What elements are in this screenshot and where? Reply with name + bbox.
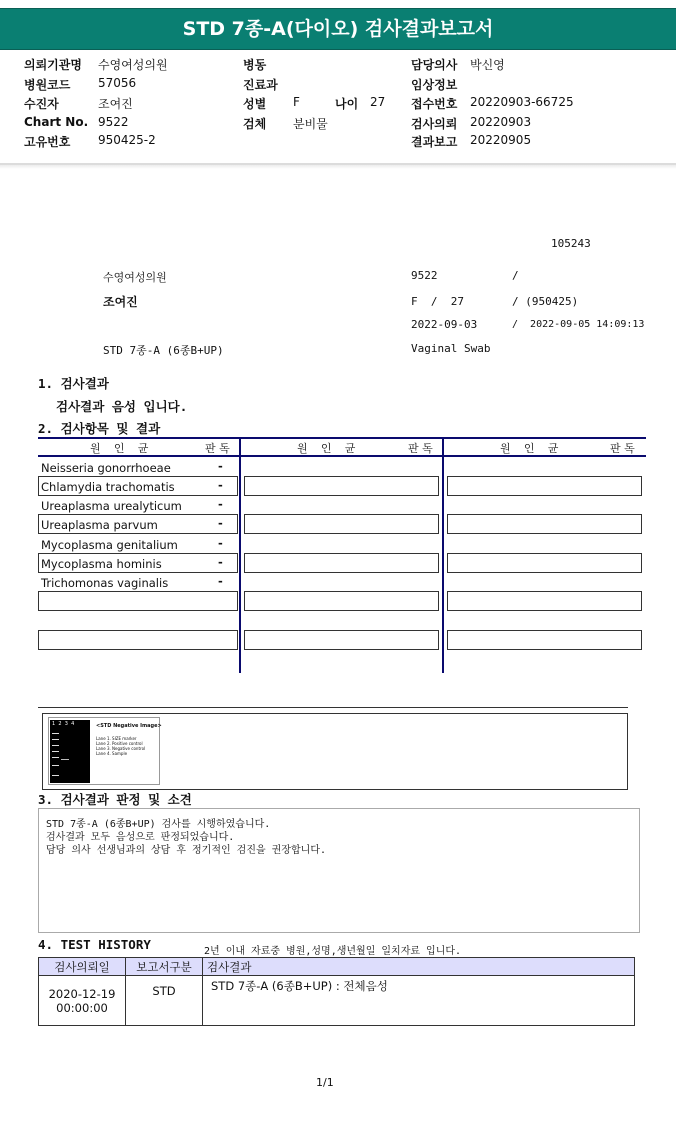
gel-image [50, 720, 90, 783]
history-time: 00:00:00 [56, 1000, 108, 1015]
organism-result: - [218, 459, 223, 473]
header-shadow [0, 165, 676, 169]
organism-result: - [218, 516, 223, 530]
report-title: STD 7종-A(다이오) 검사결과보고서 [182, 18, 494, 40]
organism-name: Chlamydia trachomatis [41, 480, 175, 494]
section3-title: 3. 검사결과 판정 및 소견 [38, 792, 192, 807]
label-clinical-info: 임상정보 [411, 78, 458, 92]
col-result-2: 판 독 [408, 442, 433, 455]
value-sex: F [293, 95, 300, 109]
organism-result: - [218, 497, 223, 511]
label-receipt-no: 접수번호 [411, 97, 458, 111]
empty-row-box [244, 591, 439, 611]
organism-name: Neisseria gonorrhoeae [41, 461, 171, 475]
gel-band [52, 751, 59, 752]
label-requesting-org: 의뢰기관명 [24, 58, 82, 72]
label-specimen: 검체 [243, 117, 267, 131]
value-requesting-org: 수영여성의원 [98, 58, 168, 72]
results-table-divider-1 [239, 437, 241, 673]
report-title-bar [0, 8, 676, 50]
gel-band [52, 765, 59, 766]
history-col-result: 검사결과 [203, 958, 635, 976]
col-organism-3: 원 인 균 [500, 442, 559, 455]
empty-row-box [447, 591, 642, 611]
opinion-line: 담당 의사 선생님과의 상담 후 정기적인 검진을 권장합니다. [46, 845, 327, 856]
value-report-date: 20220905 [470, 133, 532, 147]
label-doctor: 담당의사 [411, 58, 458, 72]
organism-result: - [218, 536, 223, 550]
history-note: 2년 이내 자료중 병원,성명,생년월일 일치자료 입니다. [204, 946, 462, 957]
section1-summary: 검사결과 음성 입니다. [56, 399, 188, 414]
info-slash: / [512, 269, 519, 282]
empty-row-box [244, 514, 439, 534]
empty-row-box [38, 591, 238, 611]
label-chart-no: Chart No. [24, 115, 89, 129]
gel-image-title: <STD Negative Image> [96, 723, 162, 729]
history-type: STD [126, 976, 203, 1026]
info-specimen: Vaginal Swab [411, 342, 491, 355]
gel-legend-lane2: Lane 2. Positive control [96, 741, 143, 746]
organism-name: Mycoplasma genitalium [41, 538, 178, 552]
info-test-name: STD 7종-A (6종B+UP) [103, 344, 224, 357]
empty-row-box [447, 630, 642, 650]
label-unique-no: 고유번호 [24, 135, 71, 149]
empty-row-box [447, 476, 642, 496]
label-request-date: 검사의뢰 [411, 117, 458, 131]
gel-band [52, 775, 59, 776]
label-hospital-code: 병원코드 [24, 78, 71, 92]
label-patient: 수진자 [24, 97, 59, 111]
value-age: 27 [370, 95, 386, 109]
gel-band [52, 757, 59, 758]
gel-legend-lane3: Lane 3. Negative control [96, 746, 146, 751]
col-organism-2: 원 인 균 [297, 442, 356, 455]
info-hospital: 수영여성의원 [103, 271, 167, 284]
label-ward: 병동 [243, 58, 267, 72]
history-col-report-type: 보고서구분 [126, 958, 203, 976]
info-sex-age: F / 27 [411, 295, 464, 308]
table-row [39, 976, 635, 1026]
value-patient: 조여진 [98, 97, 133, 111]
gel-band [52, 745, 59, 746]
gel-band [61, 759, 69, 760]
empty-row-box [38, 630, 238, 650]
col-result-1: 판 독 [205, 442, 230, 455]
opinion-line: STD 7종-A (6종B+UP) 검사를 시행하였습니다. [46, 819, 271, 830]
label-department: 진료과 [243, 78, 278, 92]
page-number: 1/1 [316, 1076, 334, 1089]
history-date-cell [39, 976, 126, 1026]
opinion-line: 검사결과 모두 음성으로 판정되었습니다. [46, 832, 235, 843]
organism-result: - [218, 555, 223, 569]
report-code: 105243 [551, 237, 591, 250]
history-col-request-date: 검사의뢰일 [39, 958, 126, 976]
empty-row-box [447, 553, 642, 573]
empty-row-box [244, 476, 439, 496]
history-table [38, 957, 635, 1026]
organism-name: Ureaplasma parvum [41, 518, 158, 532]
value-specimen: 분비물 [293, 117, 328, 131]
gel-legend-lane4: Lane 4. Sample [96, 751, 128, 756]
gel-legend-lane1: Lane 1. SIZE marker [96, 736, 137, 741]
col-result-3: 판 독 [610, 442, 635, 455]
organism-name: Trichomonas vaginalis [41, 576, 169, 590]
value-request-date: 20220903 [470, 115, 532, 129]
label-age: 나이 [335, 97, 359, 111]
gel-section-rule [38, 707, 628, 708]
value-chart-no: 9522 [98, 115, 129, 129]
history-result: STD 7종-A (6종B+UP) : 전체음성 [203, 976, 635, 1026]
info-date-report: / 2022-09-05 14:09:13 [512, 319, 645, 330]
info-id: / (950425) [512, 295, 579, 308]
value-doctor: 박신영 [470, 58, 505, 72]
gel-band [52, 733, 59, 734]
organism-name: Mycoplasma hominis [41, 557, 162, 571]
history-date: 2020-12-19 [48, 986, 116, 1001]
section2-title: 2. 검사항목 및 결과 [38, 421, 161, 436]
label-sex: 성별 [243, 97, 267, 111]
results-table-divider-2 [442, 437, 444, 673]
value-unique-no: 950425-2 [98, 133, 156, 147]
col-organism-1: 원 인 균 [90, 442, 149, 455]
label-report-date: 결과보고 [411, 135, 458, 149]
value-hospital-code: 57056 [98, 76, 137, 90]
section4-title: 4. TEST HISTORY [38, 937, 151, 952]
info-chart: 9522 [411, 269, 438, 282]
gel-lane-numbers: 1 2 3 4 [52, 721, 75, 727]
info-date-request: 2022-09-03 [411, 318, 478, 331]
gel-band [52, 739, 59, 740]
organism-result: - [218, 574, 223, 588]
info-patient: 조여진 [103, 295, 138, 309]
empty-row-box [244, 630, 439, 650]
history-header-row [39, 958, 635, 976]
value-receipt-no: 20220903-66725 [470, 95, 574, 109]
results-table-top-rule [38, 437, 646, 439]
section1-title: 1. 검사결과 [38, 376, 109, 391]
organism-name: Ureaplasma urealyticum [41, 499, 182, 513]
empty-row-box [447, 514, 642, 534]
organism-result: - [218, 478, 223, 492]
empty-row-box [244, 553, 439, 573]
